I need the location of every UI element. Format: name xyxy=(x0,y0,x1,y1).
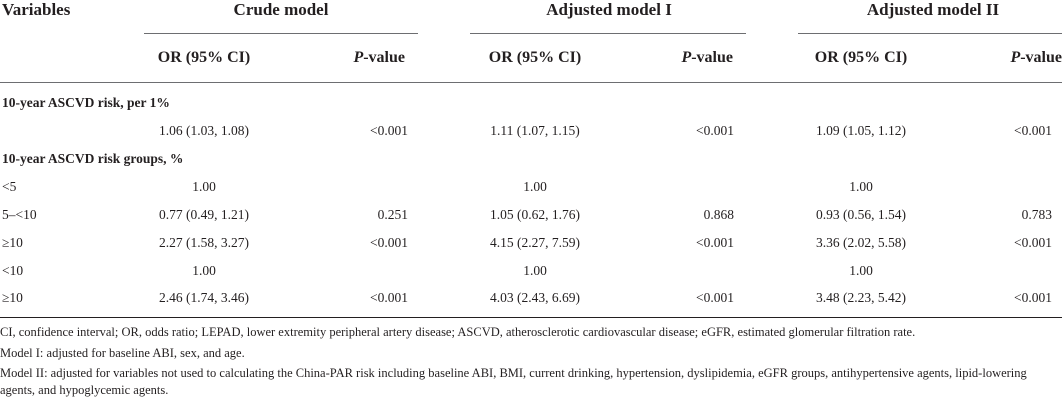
row-label-ge10-a: ≥10 xyxy=(2,235,23,250)
cell-5-10-adj2-or: 0.93 (0.56, 1.54) xyxy=(816,207,906,222)
cell-per1-adj2-p: <0.001 xyxy=(1014,123,1052,138)
subheader-or-adj2: OR (95% CI) xyxy=(814,49,908,66)
cell-lt5-adj2-or: 1.00 xyxy=(849,179,873,194)
cell-per1-crude-or: 1.06 (1.03, 1.08) xyxy=(159,123,249,138)
row-label-lt10: <10 xyxy=(2,263,24,278)
group-rule-adj1 xyxy=(470,33,746,34)
cell-lt10-crude-or: 1.00 xyxy=(192,263,216,278)
footnote-model-2: Model II: adjusted for variables not used to calculating the China-PAR risk including baseline ABI, BMI, current drinking, hypertension, dyslipidemia, eGFR groups, antihypertensive agents, lipid-lowering agents, and hypoglycemic agents. xyxy=(0,366,1027,397)
row-label-ge10-b: ≥10 xyxy=(2,290,23,305)
cell-5-10-adj1-or: 1.05 (0.62, 1.76) xyxy=(490,207,580,222)
group-rule-crude xyxy=(144,33,418,34)
cell-ge10a-adj2-p: <0.001 xyxy=(1014,235,1052,250)
cell-per1-crude-p: <0.001 xyxy=(370,123,408,138)
cell-ge10b-crude-p: <0.001 xyxy=(370,290,408,305)
header-adjusted-model-2: Adjusted model II xyxy=(866,0,1000,19)
cell-ge10a-crude-p: <0.001 xyxy=(370,235,408,250)
cell-lt5-adj1-or: 1.00 xyxy=(523,179,547,194)
cell-ge10a-adj1-p: <0.001 xyxy=(696,235,734,250)
cell-ge10a-adj2-or: 3.36 (2.02, 5.58) xyxy=(816,235,906,250)
group-rule-adj2 xyxy=(798,33,1062,34)
row-label-5-10: 5–<10 xyxy=(2,207,37,222)
cell-ge10a-adj1-or: 4.15 (2.27, 7.59) xyxy=(490,235,580,250)
section-label-per1: 10-year ASCVD risk, per 1% xyxy=(2,95,170,110)
header-bottom-rule xyxy=(0,82,1062,83)
cell-ge10b-adj2-or: 3.48 (2.23, 5.42) xyxy=(816,290,906,305)
header-variables: Variables xyxy=(2,0,71,19)
cell-5-10-crude-or: 0.77 (0.49, 1.21) xyxy=(159,207,249,222)
cell-5-10-adj1-p: 0.868 xyxy=(703,207,734,222)
cell-ge10b-adj2-p: <0.001 xyxy=(1014,290,1052,305)
subheader-p-crude: P-value xyxy=(353,49,405,66)
row-label-lt5: <5 xyxy=(2,179,17,194)
table-bottom-rule xyxy=(0,317,1062,318)
footnote-model-1: Model I: adjusted for baseline ABI, sex, and age. xyxy=(0,346,245,360)
cell-per1-adj1-p: <0.001 xyxy=(696,123,734,138)
footnote-abbreviations: CI, confidence interval; OR, odds ratio; LEPAD, lower extremity peripheral artery disease; ASCVD, atherosclerotic cardiovascular disease; eGFR, estimated glomerular filtration rate. xyxy=(0,325,916,339)
subheader-or-adj1: OR (95% CI) xyxy=(488,49,582,66)
cell-per1-adj1-or: 1.11 (1.07, 1.15) xyxy=(490,123,580,138)
cell-ge10b-crude-or: 2.46 (1.74, 3.46) xyxy=(159,290,249,305)
cell-5-10-adj2-p: 0.783 xyxy=(1021,207,1052,222)
cell-ge10a-crude-or: 2.27 (1.58, 3.27) xyxy=(159,235,249,250)
cell-lt5-crude-or: 1.00 xyxy=(192,179,216,194)
cell-ge10b-adj1-p: <0.001 xyxy=(696,290,734,305)
subheader-or-crude: OR (95% CI) xyxy=(157,49,251,66)
cell-per1-adj2-or: 1.09 (1.05, 1.12) xyxy=(816,123,906,138)
cell-lt10-adj2-or: 1.00 xyxy=(849,263,873,278)
header-adjusted-model-1: Adjusted model I xyxy=(546,0,672,19)
cell-ge10b-adj1-or: 4.03 (2.43, 6.69) xyxy=(490,290,580,305)
subheader-p-adj2: P-value xyxy=(1010,49,1062,66)
section-label-groups: 10-year ASCVD risk groups, % xyxy=(2,151,184,166)
header-crude-model: Crude model xyxy=(233,0,329,19)
subheader-p-adj1: P-value xyxy=(681,49,733,66)
cell-5-10-crude-p: 0.251 xyxy=(377,207,408,222)
cell-lt10-adj1-or: 1.00 xyxy=(523,263,547,278)
